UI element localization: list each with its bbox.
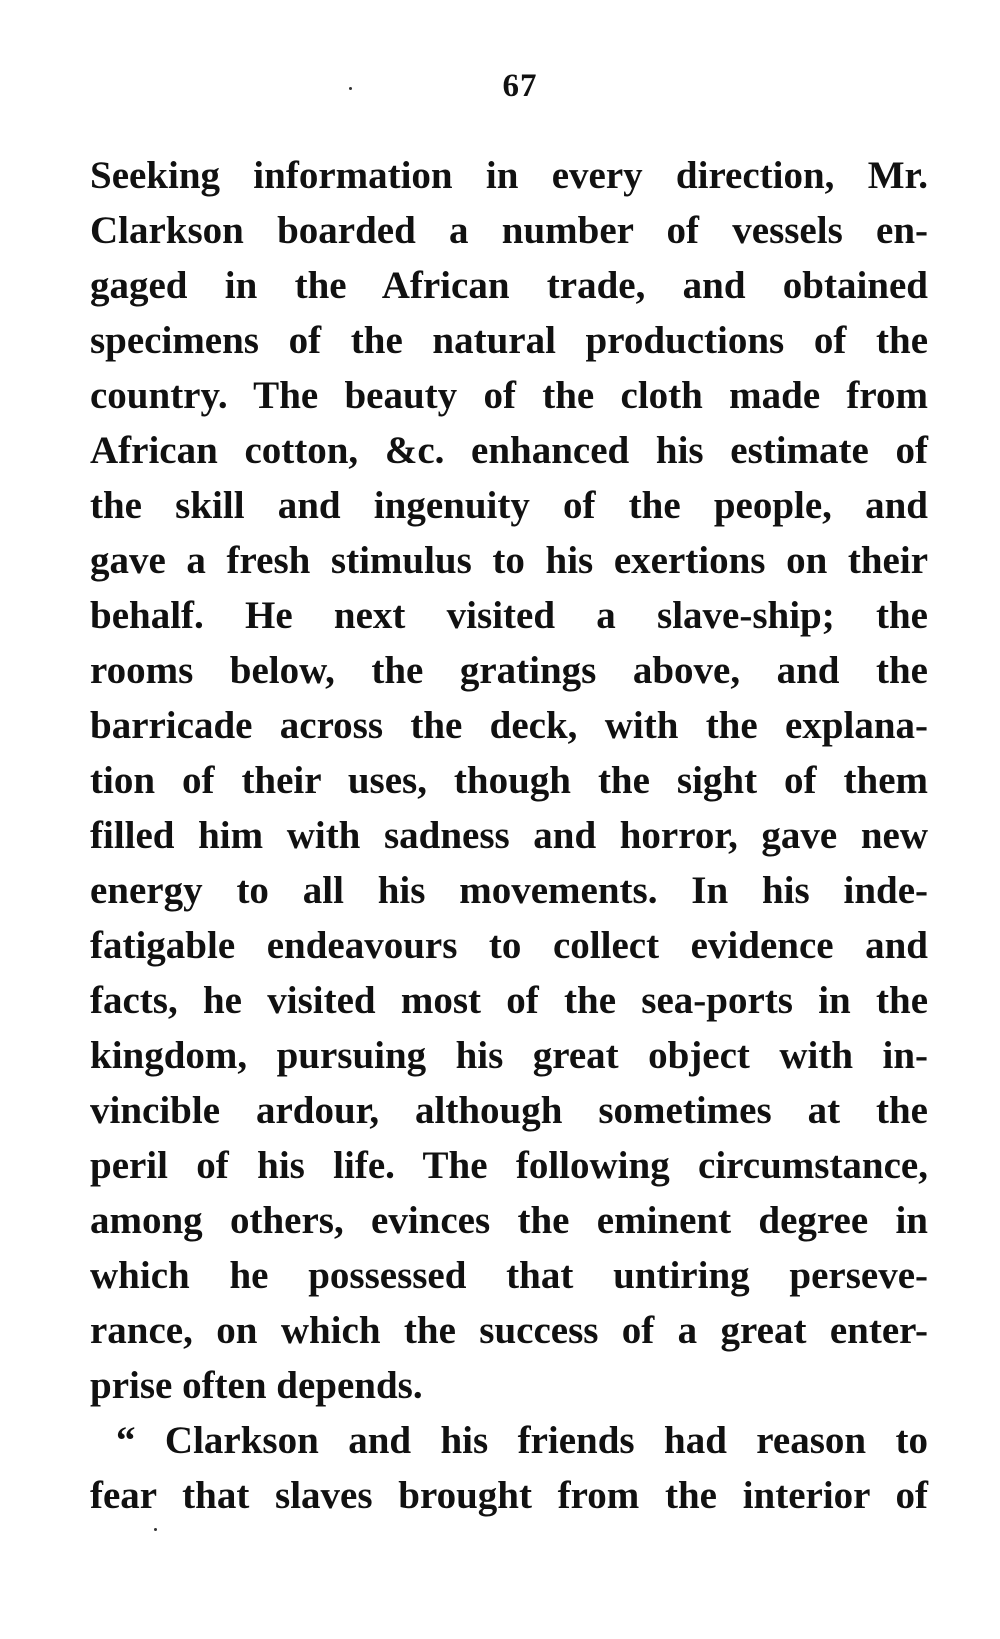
text-line: peril of his life. The following circumstance,	[90, 1144, 928, 1187]
text-line: energy to all his movements. In his inde-	[90, 869, 928, 912]
text-line: “ Clarkson and his friends had reason to	[116, 1419, 928, 1462]
text-line: specimens of the natural productions of the	[90, 319, 928, 362]
text-line: gave a fresh stimulus to his exertions on their	[90, 539, 928, 582]
text-line: which he possessed that untiring perseve-	[90, 1254, 928, 1297]
text-line: filled him with sadness and horror, gave new	[90, 814, 928, 857]
print-speck-bottom	[154, 1528, 157, 1531]
text-line: the skill and ingenuity of the people, and	[90, 484, 928, 527]
text-line: Seeking information in every direction, Mr.	[90, 154, 928, 197]
paragraph-2	[90, 1413, 928, 1523]
text-line: country. The beauty of the cloth made from	[90, 374, 928, 417]
text-line: rance, on which the success of a great enter-	[90, 1309, 928, 1352]
text-line: gaged in the African trade, and obtained	[90, 264, 928, 307]
text-line: prise often depends.	[90, 1364, 423, 1407]
page-number: 67	[502, 68, 538, 104]
text-line: tion of their uses, though the sight of them	[90, 759, 928, 802]
text-line: rooms below, the gratings above, and the	[90, 649, 928, 692]
text-line: vincible ardour, although sometimes at the	[90, 1089, 928, 1132]
text-line: facts, he visited most of the sea-ports in the	[90, 979, 928, 1022]
text-line: fear that slaves brought from the interior of	[90, 1474, 928, 1517]
text-line: Clarkson boarded a number of vessels en-	[90, 209, 928, 252]
paragraph-1	[90, 148, 928, 1413]
text-line: among others, evinces the eminent degree in	[90, 1199, 928, 1242]
text-line: barricade across the deck, with the explana-	[90, 704, 928, 747]
text-line: behalf. He next visited a slave-ship; the	[90, 594, 928, 637]
text-line: kingdom, pursuing his great object with in-	[90, 1034, 928, 1077]
body-text	[90, 148, 928, 1523]
text-line: fatigable endeavours to collect evidence and	[90, 924, 928, 967]
text-line: African cotton, &c. enhanced his estimate of	[90, 429, 928, 472]
